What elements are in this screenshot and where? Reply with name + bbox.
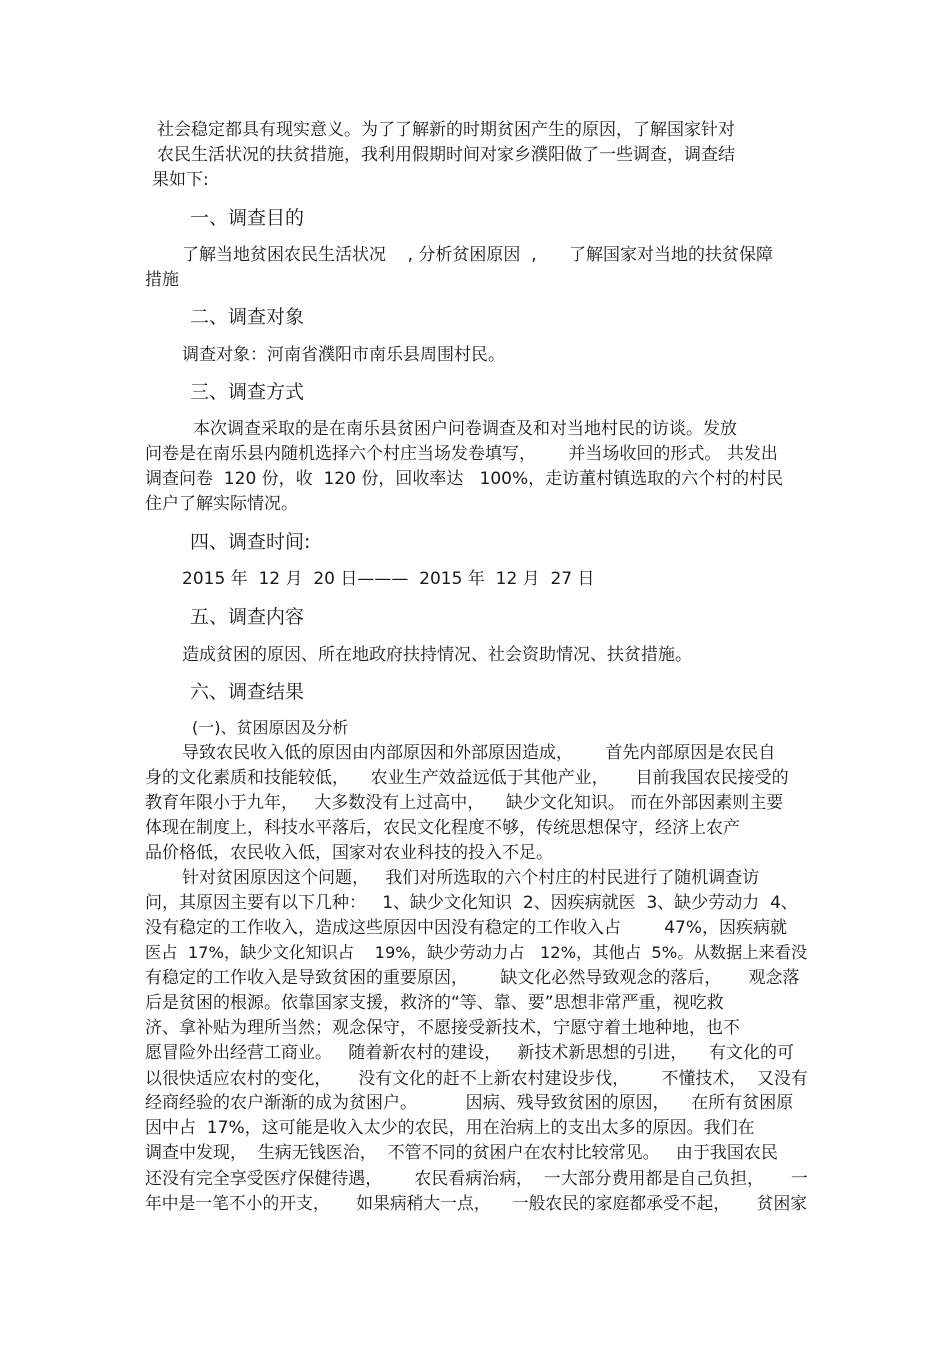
section-heading-method: 三、调查方式 (190, 381, 305, 403)
results-line: 没有稳定的工作收入，造成这些原因中因没有稳定的工作收入占 47%，因疾病就 (145, 918, 788, 938)
results-line: 济、拿补贴为理所当然；观念保守，不愿接受新技术，宁愿守着土地种地，也不 (145, 1018, 740, 1038)
results-line: 导致农民收入低的原因由内部原因和外部原因造成， 首先内部原因是农民自 (182, 743, 776, 763)
results-line: 教育年限小于九年， 大多数没有上过高中， 缺少文化知识。 而在外部因素则主要 (145, 793, 784, 813)
results-subheading: (一)、贫困原因及分析 (192, 718, 349, 737)
results-line: 有稳定的工作收入是导致贫困的重要原因， 缺文化必然导致观念的落后， 观念落 (145, 968, 800, 988)
results-line: 以很快适应农村的变化， 没有文化的赶不上新农村建设步伐， 不懂技术， 又没有 (145, 1068, 808, 1088)
intro-line: 农民生活状况的扶贫措施，我利用假期时间对家乡濮阳做了一些调查，调查结 (157, 145, 735, 165)
section-heading-results: 六、调查结果 (190, 681, 305, 703)
results-line: 品价格低，农民收入低，国家对农业科技的投入不足。 (145, 843, 553, 863)
method-line: 问卷是在南乐县内随机选择六个村庄当场发卷填写， 并当场收回的形式。 共发出 (145, 444, 778, 464)
time-line: 2015 年 12 月 20 日——— 2015 年 12 月 27 日 (182, 569, 595, 589)
object-line: 调查对象：河南省濮阳市南乐县周围村民。 (182, 345, 505, 365)
results-line: 针对贫困原因这个问题， 我们对所选取的六个村庄的村民进行了随机调查访 (182, 868, 760, 888)
results-line: 经商经验的农户渐渐的成为贫困户。 因病、残导致贫困的原因， 在所有贫困原 (145, 1093, 794, 1113)
results-line: 愿冒险外出经营工商业。 随着新农村的建设， 新技术新思想的引进， 有文化的可 (145, 1043, 795, 1063)
results-line: 后是贫困的根源。依靠国家支援，救济的“等、靠、要”思想非常严重，视吃救 (145, 993, 724, 1013)
method-line: 本次调查采取的是在南乐县贫困户问卷调查及和对当地村民的访谈。发放 (193, 419, 737, 439)
results-line: 医占 17%，缺少文化知识占 19%，缺少劳动力占 12%，其他占 5%。从数据上来看没 (145, 943, 808, 962)
results-line: 体现在制度上，科技水平落后，农民文化程度不够，传统思想保守，经济上农产 (145, 818, 740, 838)
purpose-line: 措施 (145, 270, 179, 290)
results-line: 身的文化素质和技能较低， 农业生产效益远低于其他产业， 目前我国农民接受的 (145, 768, 789, 788)
results-line: 年中是一笔不小的开支， 如果病稍大一点， 一般农民的家庭都承受不起， 贫困家 (145, 1193, 808, 1213)
section-heading-content: 五、调查内容 (190, 606, 305, 628)
intro-line: 果如下: (152, 170, 209, 190)
intro-line: 社会稳定都具有现实意义。为了了解新的时期贫困产生的原因，了解国家针对 (157, 120, 735, 140)
section-heading-time: 四、调查时间: (190, 531, 311, 553)
results-line: 问，其原因主要有以下几种： 1、缺少文化知识 2、因疾病就医 3、缺少劳动力 4、 (145, 893, 798, 913)
results-line: 还没有完全享受医疗保健待遇， 农民看病治病， 一大部分费用都是自己负担， 一 (145, 1168, 808, 1188)
results-line: 调查中发现， 生病无钱医治， 不管不同的贫困户在农村比较常见。 由于我国农民 (145, 1143, 778, 1163)
results-line: 因中占 17%，这可能是收入太少的农民，用在治病上的支出太多的原因。我们在 (145, 1118, 755, 1138)
method-line: 住户了解实际情况。 (145, 494, 298, 514)
section-heading-object: 二、调查对象 (190, 306, 305, 328)
purpose-line: 了解当地贫困农民生活状况 , 分析贫困原因 , 了解国家对当地的扶贫保障 (182, 245, 774, 265)
content-line: 造成贫困的原因、所在地政府扶持情况、社会资助情况、扶贫措施。 (182, 645, 692, 665)
method-line: 调查问卷 120 份，收 120 份，回收率达 100%，走访董村镇选取的六个村的村民 (145, 469, 784, 489)
section-heading-purpose: 一、调查目的 (190, 207, 305, 229)
